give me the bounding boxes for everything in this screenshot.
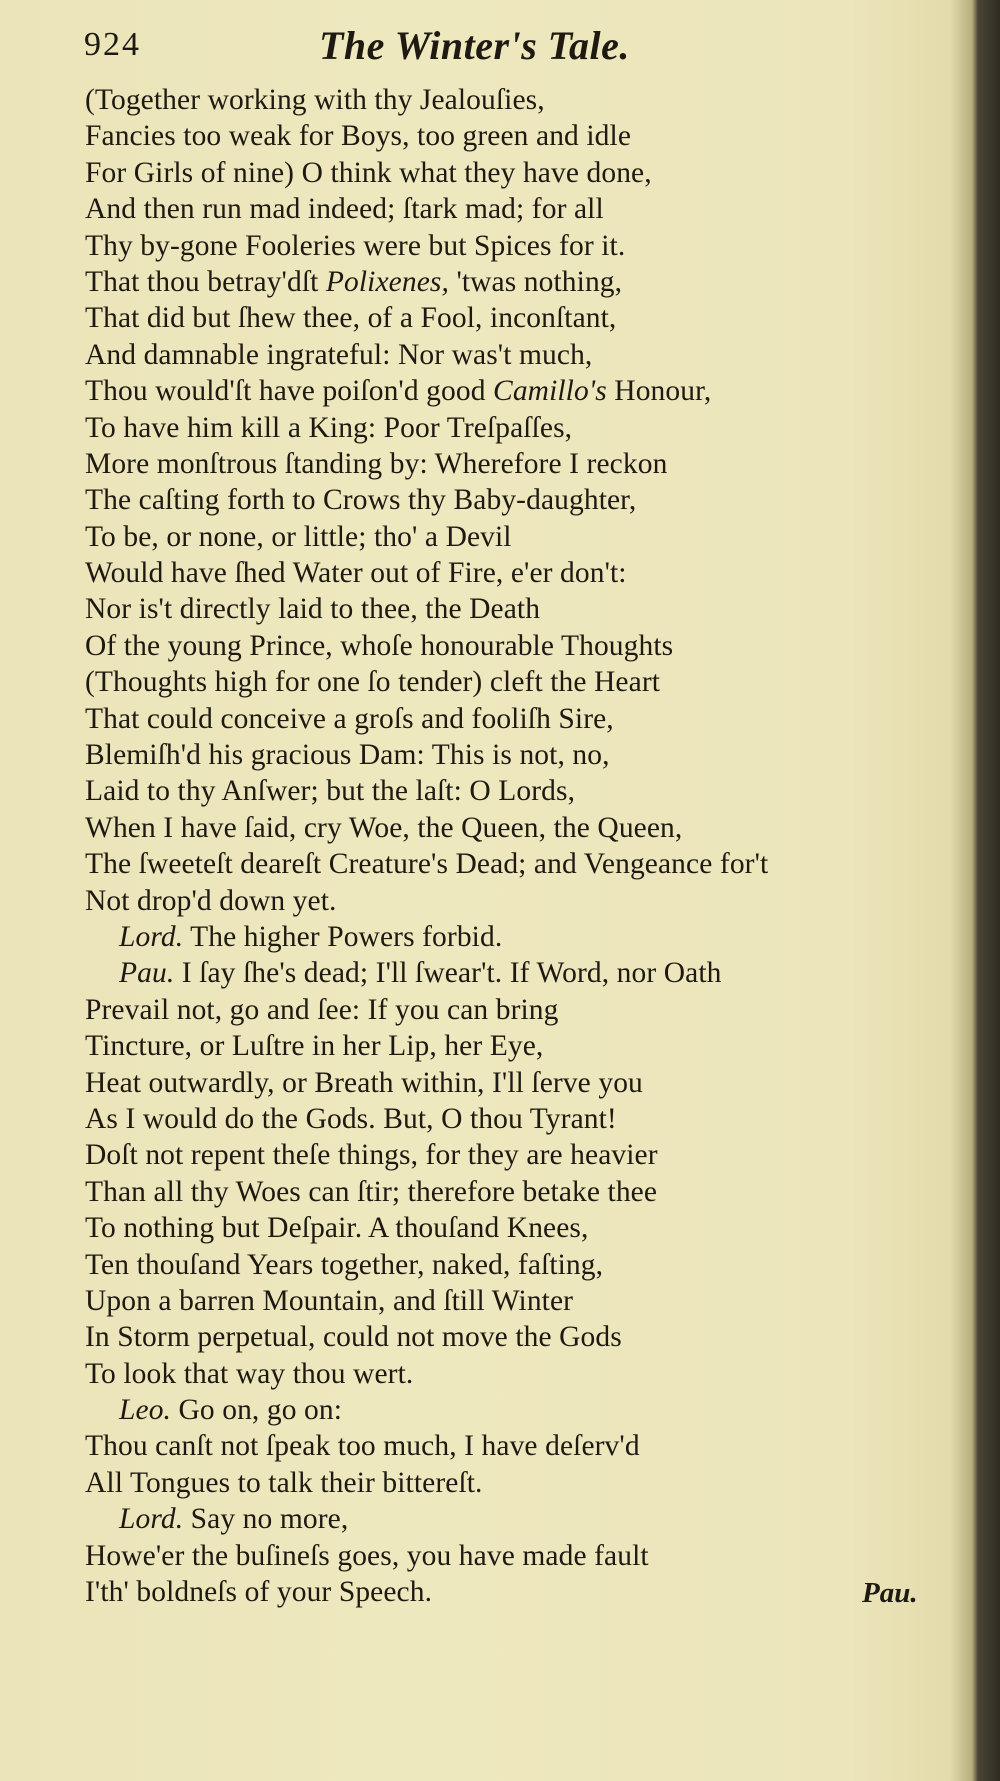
line-text: (Thoughts high for one ſo tender) cleft the Heart [85,666,661,699]
catchword: Pau. [862,1577,918,1609]
speech-line [85,1392,965,1428]
speaker-name: Leo. [119,1394,172,1427]
line-text: The ſweeteſt deareſt Creature's Dead; and Vengeance for't [85,848,769,881]
italic-name: Polixenes, [325,265,449,298]
verse-line [85,883,965,919]
line-text: For Girls of nine) O think what they have done, [85,156,652,189]
verse-line [85,773,965,809]
line-text: Would have ſhed Water out of Fire, e'er don't: [85,557,627,590]
line-text: Laid to thy Anſwer; but the laſt: O Lords, [85,775,576,808]
line-text: I'th' boldneſs of your Speech. [85,1576,433,1609]
line-text: Doſt not repent theſe things, for they are heavier [85,1139,658,1172]
line-text: Not drop'd down yet. [85,884,337,917]
verse-line [85,591,965,627]
verse-line [85,228,965,264]
verse-line [85,1065,965,1101]
line-text: To nothing but Deſpair. A thouſand Knees, [85,1212,589,1245]
line-text: Say no more, [183,1503,349,1536]
verse-line [85,373,965,409]
line-text: As I would do the Gods. But, O thou Tyrant! [85,1102,617,1135]
line-text: That could conceive a groſs and fooliſh Sire, [85,702,614,735]
line-text: The caſting forth to Crows thy Baby-daughter, [85,484,637,517]
line-text: In Storm perpetual, could not move the Gods [85,1321,622,1354]
verse-line [85,1574,965,1610]
verse-line [85,446,965,482]
speaker-name: Pau. [119,957,175,990]
line-text: 'twas nothing, [448,265,623,298]
line-text: Prevail not, go and ſee: If you can bring [85,993,559,1026]
line-text: Blemiſh'd his gracious Dam: This is not, no, [85,739,610,772]
line-text: I ſay ſhe's dead; I'll ſwear't. If Word, nor Oath [174,957,722,990]
line-text: Ten thouſand Years together, naked, faſting, [85,1248,604,1281]
line-text: Than all thy Woes can ſtir; therefore betake thee [85,1175,658,1208]
speaker-name: Lord. [119,1503,184,1536]
line-text: Thou would'ſt have poiſon'd good [85,375,494,408]
line-text: (Together working with thy Jealouſies, [85,84,545,116]
verse-line [85,410,965,446]
italic-name: Camillo's [493,375,607,408]
speaker-name: Lord. [119,920,184,953]
line-text: Thou canſt not ſpeak too much, I have deſerv'd [85,1430,640,1463]
verse-line [85,1137,965,1173]
verse-line [85,1283,965,1319]
verse-line [85,992,965,1028]
verse-line [85,737,965,773]
line-text: Nor is't directly laid to thee, the Death [85,593,541,626]
verse-line [85,664,965,700]
verse-line [85,1174,965,1210]
verse-line [85,337,965,373]
line-text: Of the young Prince, whoſe honourable Thoughts [85,629,674,662]
line-text: More monſtrous ſtanding by: Wherefore I reckon [85,447,668,480]
line-text: That thou betray'dſt [85,265,326,298]
verse-line [85,155,965,191]
verse-line [85,82,965,118]
line-text: Tincture, or Luſtre in her Lip, her Eye, [85,1030,544,1063]
line-text: Fancies too weak for Boys, too green and idle [85,120,632,153]
speech-line [85,955,965,991]
line-text: Heat outwardly, or Breath within, I'll ſerve you [85,1066,643,1099]
verse-line [85,1428,965,1464]
verse-line [85,1356,965,1392]
verse-line [85,482,965,518]
line-text: And damnable ingrateful: Nor was't much, [85,338,593,371]
verse-line [85,1028,965,1064]
line-text: Howe'er the buſineſs goes, you have made fault [85,1539,649,1572]
verse-line [85,1247,965,1283]
line-text: To have him kill a King: Poor Treſpaſſes, [85,411,573,444]
verse-line [85,1319,965,1355]
verse-line [85,846,965,882]
verse-line [85,628,965,664]
verse-text [85,82,965,1610]
verse-line [85,118,965,154]
line-text: Upon a barren Mountain, and ſtill Winter [85,1284,574,1317]
page-number: 924 [84,26,141,63]
line-text: Go on, go on: [171,1394,343,1427]
line-text: Thy by-gone Fooleries were but Spices for it. [85,229,626,262]
verse-line [85,555,965,591]
line-text: Honour, [606,375,712,408]
verse-line [85,191,965,227]
verse-line [85,1101,965,1137]
verse-line [85,701,965,737]
line-text: The higher Powers forbid. [183,920,503,953]
verse-line [85,264,965,300]
verse-line [85,519,965,555]
line-text: When I have ſaid, cry Woe, the Queen, the Queen, [85,811,683,844]
speech-line [85,919,965,955]
running-title: The Winter's Tale. [319,23,630,68]
verse-line [85,300,965,336]
speech-line [85,1501,965,1537]
line-text: To be, or none, or little; tho' a Devil [85,520,512,553]
verse-line [85,1210,965,1246]
line-text: And then run mad indeed; ſtark mad; for all [85,193,604,226]
line-text: That did but ſhew thee, of a Fool, inconſtant, [85,302,617,335]
line-text: To look that way thou wert. [85,1357,414,1390]
verse-line [85,1465,965,1501]
line-text: All Tongues to talk their bittereſt. [85,1466,483,1499]
running-header [84,22,884,72]
verse-line [85,1538,965,1574]
verse-line [85,810,965,846]
